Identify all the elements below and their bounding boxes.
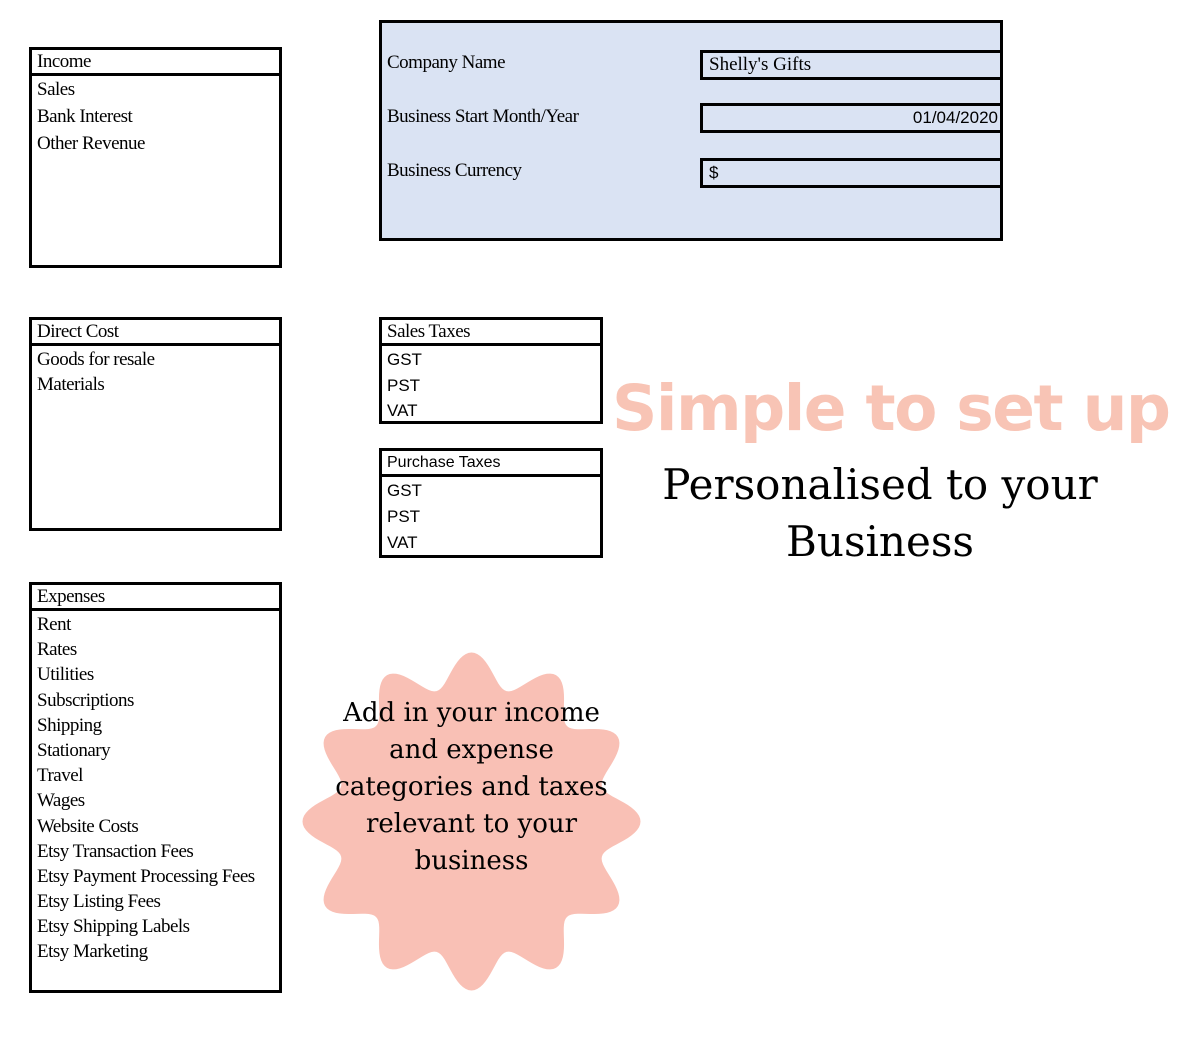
- direct-cost-items: [32, 346, 279, 396]
- list-item[interactable]: Goods for resale: [37, 349, 155, 370]
- list-item[interactable]: Travel: [37, 765, 83, 787]
- purchase-taxes-header: Purchase Taxes: [382, 451, 600, 477]
- start-date-label: Business Start Month/Year: [387, 106, 579, 127]
- currency-label: Business Currency: [387, 160, 522, 181]
- list-item[interactable]: Utilities: [37, 664, 94, 686]
- list-item[interactable]: GST: [387, 350, 422, 369]
- sales-taxes-header: Sales Taxes: [382, 320, 600, 346]
- list-item[interactable]: Stationary: [37, 739, 111, 761]
- list-item[interactable]: Etsy Payment Processing Fees: [37, 865, 255, 887]
- sales-taxes-list: [379, 317, 603, 424]
- list-item[interactable]: Other Revenue: [37, 133, 145, 154]
- list-item[interactable]: Rates: [37, 639, 77, 661]
- purchase-taxes-list: [379, 448, 603, 558]
- list-item[interactable]: Rent: [37, 614, 71, 635]
- direct-cost-category-list: [29, 317, 282, 531]
- expenses-header: Expenses: [32, 585, 279, 611]
- list-item[interactable]: Shipping: [37, 714, 102, 736]
- company-details-panel: [379, 20, 1003, 241]
- list-item[interactable]: Etsy Listing Fees: [37, 891, 161, 913]
- list-item[interactable]: PST: [387, 375, 421, 395]
- list-item[interactable]: Materials: [37, 374, 105, 395]
- start-date-field[interactable]: 01/04/2020: [700, 103, 1003, 133]
- expenses-items: [32, 611, 279, 964]
- badge-text: Add in your income and expense categories and taxes relevant to your business: [335, 698, 608, 876]
- promo-subline: Personalised to your Business: [662, 460, 1098, 566]
- income-category-list: [29, 47, 282, 268]
- expenses-category-list: [29, 582, 282, 993]
- list-item[interactable]: Sales: [37, 79, 75, 100]
- company-name-label: Company Name: [387, 52, 506, 73]
- currency-field[interactable]: $: [700, 158, 1003, 188]
- list-item[interactable]: Wages: [37, 790, 85, 812]
- income-header: Income: [32, 50, 279, 76]
- list-item[interactable]: Etsy Marketing: [37, 941, 148, 963]
- list-item[interactable]: GST: [387, 481, 422, 500]
- direct-cost-header: Direct Cost: [32, 320, 279, 346]
- list-item[interactable]: PST: [387, 507, 421, 526]
- list-item[interactable]: Etsy Transaction Fees: [37, 840, 194, 862]
- list-item[interactable]: Etsy Shipping Labels: [37, 916, 190, 938]
- sales-taxes-items: [382, 346, 600, 423]
- list-item[interactable]: VAT: [387, 401, 418, 420]
- income-items: [32, 76, 279, 157]
- purchase-taxes-items: [382, 477, 600, 555]
- company-name-field[interactable]: Shelly's Gifts: [700, 50, 1003, 80]
- list-item[interactable]: VAT: [387, 533, 418, 552]
- list-item[interactable]: Website Costs: [37, 815, 139, 837]
- list-item[interactable]: Subscriptions: [37, 689, 134, 711]
- promo-headline: Simple to set up: [612, 372, 1170, 445]
- list-item[interactable]: Bank Interest: [37, 106, 133, 127]
